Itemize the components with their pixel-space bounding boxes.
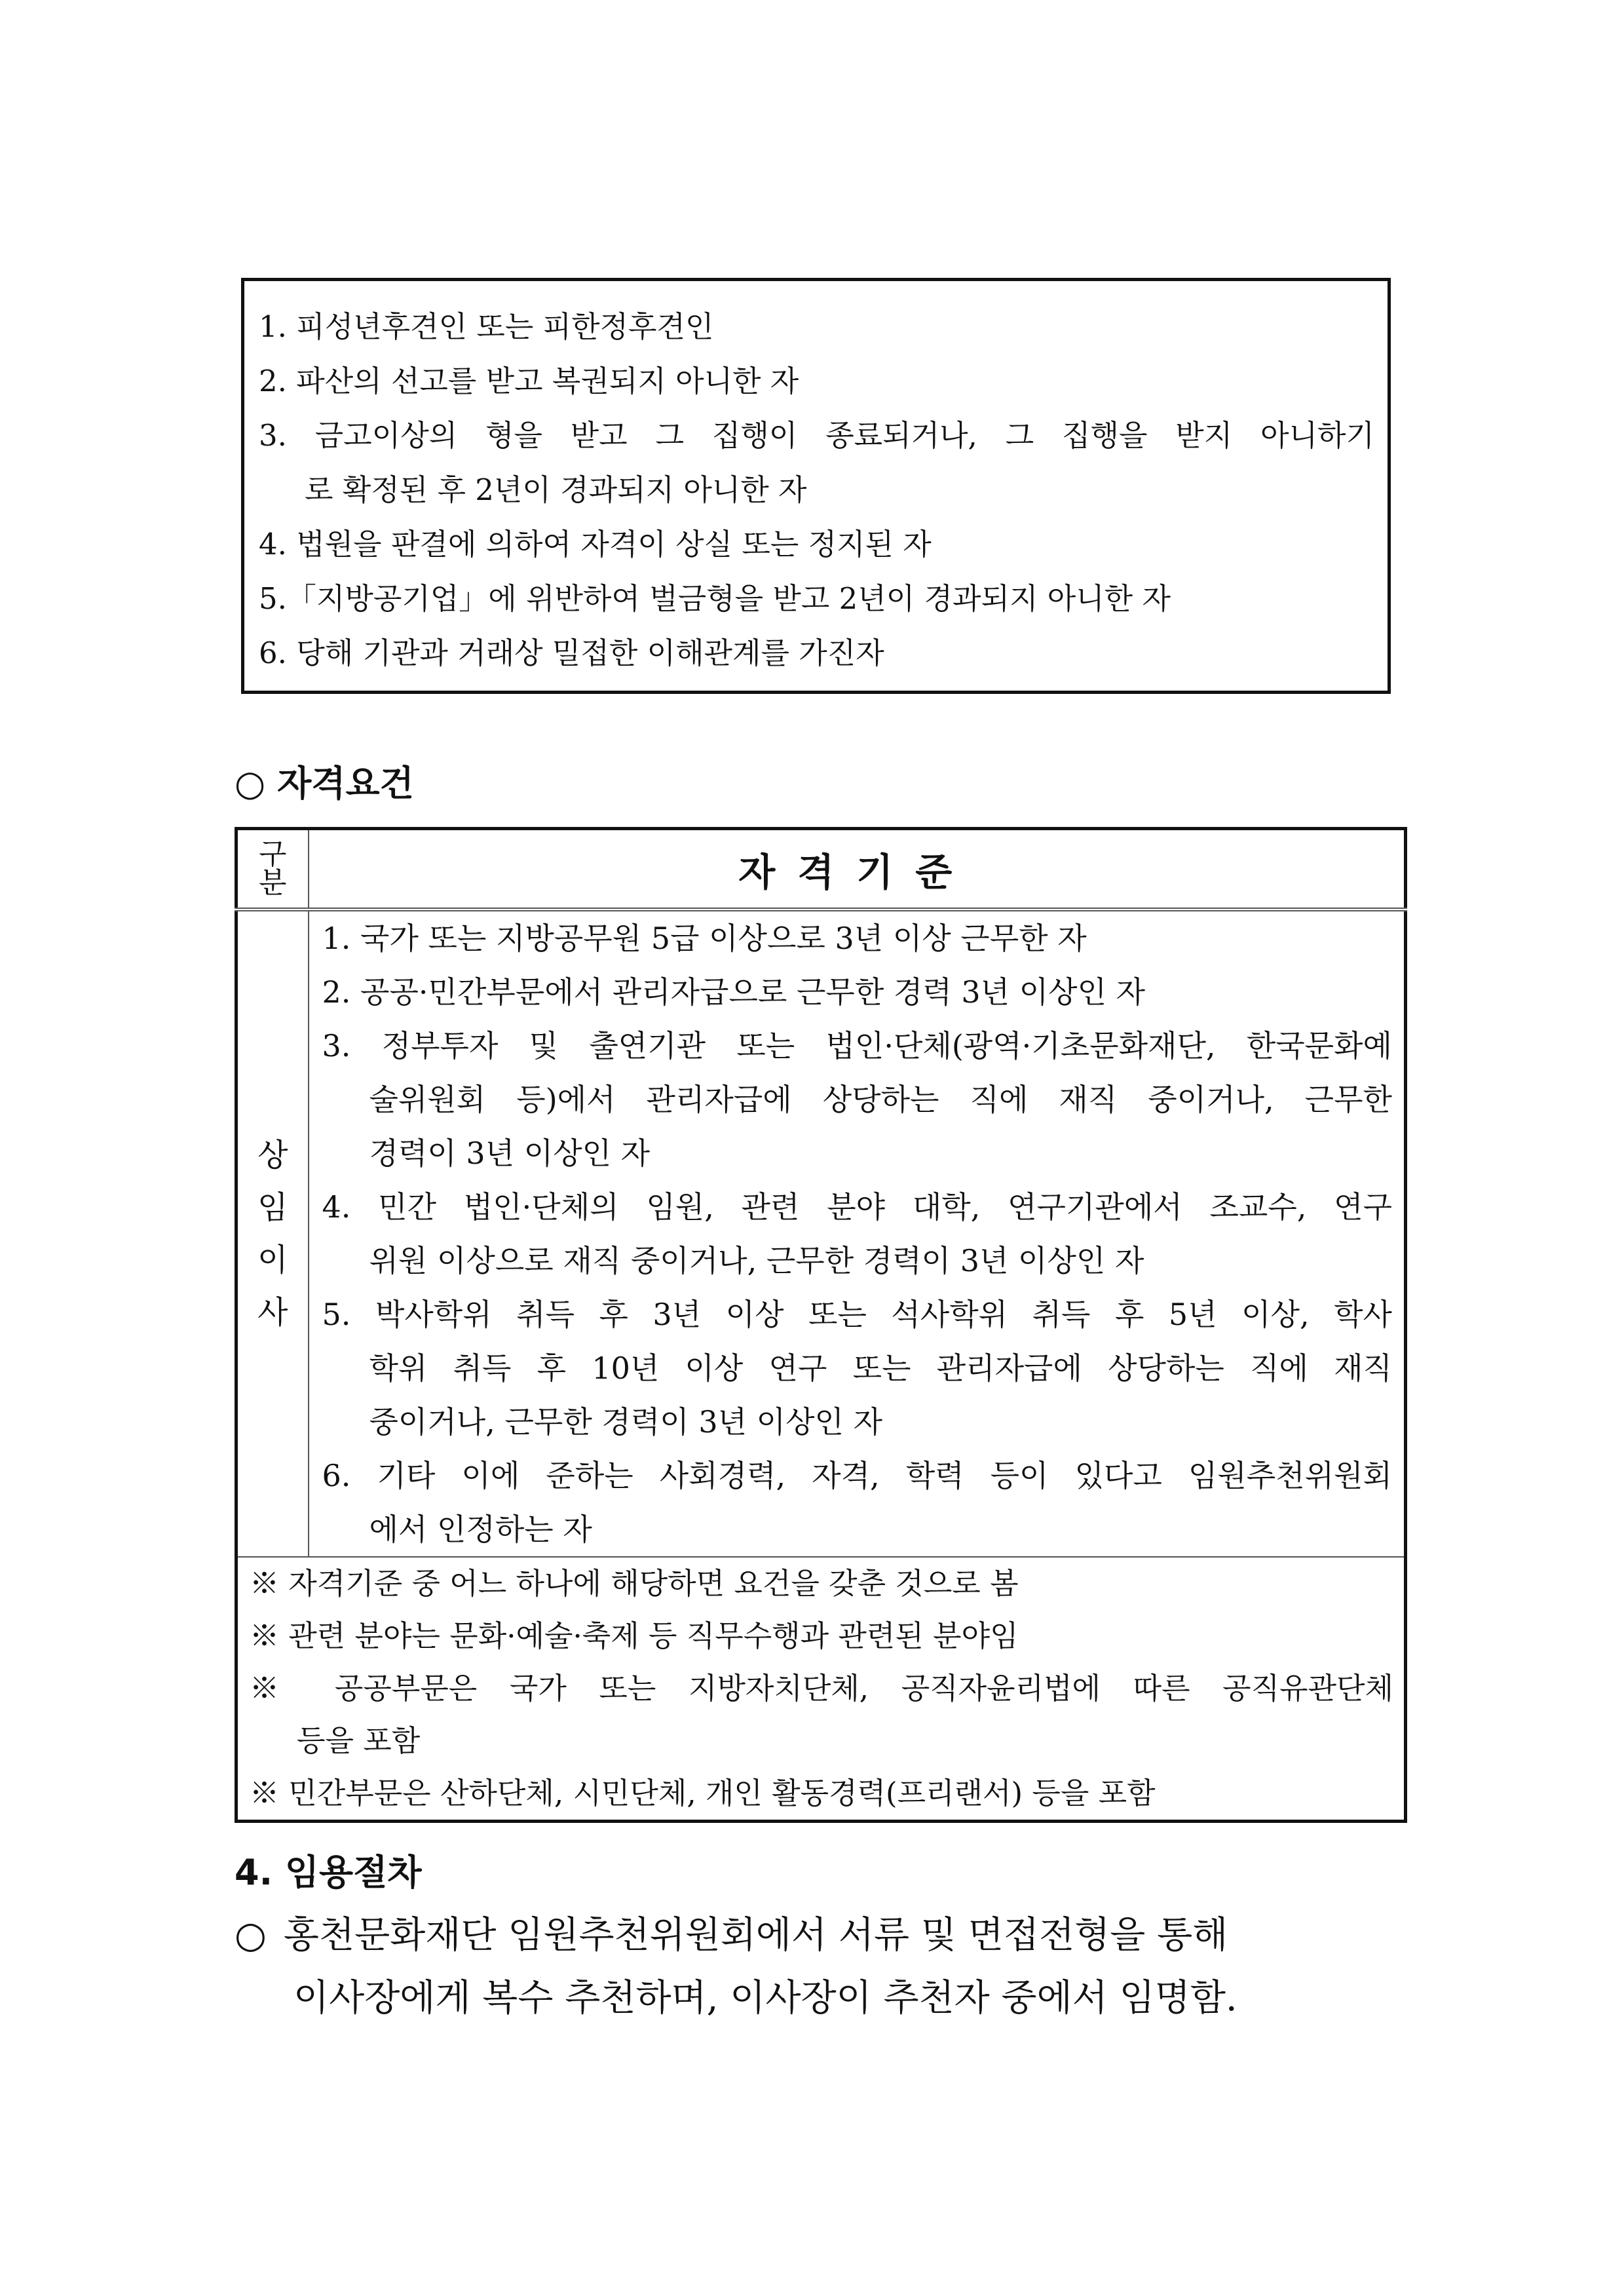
qualifications-heading bbox=[235, 757, 414, 810]
table-row bbox=[236, 909, 1406, 1557]
note-item: ※ 민간부문은 산하단체, 시민단체, 개인 활동경력(프리랜서) 등을 포함 bbox=[250, 1776, 1156, 1810]
table-header-row bbox=[236, 829, 1406, 910]
criteria-item: 2. 공공·민간부문에서 관리자급으로 근무한 경력 3년 이상인 자 bbox=[322, 974, 1146, 1010]
disqualification-item: 2. 파산의 선고를 받고 복권되지 아니한 자 bbox=[259, 364, 799, 398]
disqualification-item: 4. 법원을 판결에 의하여 자격이 상실 또는 정지된 자 bbox=[259, 527, 932, 562]
procedure-heading: 4. 임용절차 bbox=[235, 1852, 422, 1893]
criteria-item-continued: 술위원회 등)에서 관리자급에 상당하는 직에 재직 중이거나, 근무한 bbox=[369, 1082, 1392, 1117]
qualifications-title: 자격요건 bbox=[277, 763, 414, 804]
criteria-item-continued: 에서 인정하는 자 bbox=[369, 1512, 592, 1547]
disqualification-box bbox=[241, 278, 1391, 694]
circle-bullet: ○ bbox=[235, 1914, 267, 1957]
disqualification-item: 6. 당해 기관과 거래상 밀접한 이해관계를 가진자 bbox=[259, 636, 884, 670]
disqualification-item: 1. 피성년후견인 또는 피한정후견인 bbox=[259, 309, 714, 344]
criteria-item-continued: 학위 취득 후 10년 이상 연구 또는 관리자급에 상당하는 직에 재직 bbox=[369, 1350, 1392, 1386]
criteria-cell bbox=[309, 909, 1406, 1557]
qualifications-table bbox=[235, 827, 1407, 1823]
notes-row bbox=[236, 1557, 1406, 1822]
header-category: 구 분 bbox=[236, 829, 309, 910]
criteria-item: 3. 정부투자 및 출연기관 또는 법인·단체(광역·기초문화재단, 한국문화예 bbox=[322, 1028, 1392, 1063]
criteria-item: 1. 국가 또는 지방공무원 5급 이상으로 3년 이상 근무한 자 bbox=[322, 921, 1087, 956]
disqualification-item: 5.「지방공기업」에 위반하여 벌금형을 받고 2년이 경과되지 아니한 자 bbox=[259, 581, 1171, 616]
note-item-continued: 등을 포함 bbox=[297, 1723, 421, 1758]
criteria-item: 5. 박사학위 취득 후 3년 이상 또는 석사학위 취득 후 5년 이상, 학사 bbox=[322, 1297, 1392, 1332]
criteria-item: 4. 민간 법인·단체의 임원, 관련 분야 대학, 연구기관에서 조교수, 연구 bbox=[322, 1189, 1392, 1225]
procedure-line-continued: 이사장에게 복수 추천하며, 이사장이 추천자 중에서 임명함. bbox=[293, 1977, 1237, 2019]
disqualification-item: 3. 금고이상의 형을 받고 그 집행이 종료되거나, 그 집행을 받지 아니하기 bbox=[259, 418, 1374, 453]
criteria-item-continued: 경력이 3년 이상인 자 bbox=[369, 1136, 651, 1171]
notes-cell bbox=[236, 1557, 1406, 1822]
disqualification-item-continued: 로 확정된 후 2년이 경과되지 아니한 자 bbox=[305, 472, 807, 507]
note-item: ※ 공공부문은 국가 또는 지방자치단체, 공직자윤리법에 따른 공직유관단체 bbox=[250, 1671, 1393, 1706]
procedure-paragraph bbox=[235, 1904, 1407, 2030]
circle-bullet: ○ bbox=[235, 763, 266, 804]
header-title: 자격기준 bbox=[309, 829, 1406, 910]
note-item: ※ 자격기준 중 어느 하나에 해당하면 요건을 갖춘 것으로 봄 bbox=[250, 1566, 1019, 1601]
criteria-item-continued: 중이거나, 근무한 경력이 3년 이상인 자 bbox=[369, 1404, 883, 1440]
note-item: ※ 관련 분야는 문화·예술·축제 등 직무수행과 관련된 분야임 bbox=[250, 1618, 1019, 1653]
procedure-line: ○ 홍천문화재단 임원추천위원회에서 서류 및 면접전형을 통해 bbox=[235, 1914, 1228, 1957]
category-cell: 상 임 이 사 bbox=[236, 909, 309, 1557]
criteria-item-continued: 위원 이상으로 재직 중이거나, 근무한 경력이 3년 이상인 자 bbox=[369, 1243, 1144, 1278]
criteria-item: 6. 기타 이에 준하는 사회경력, 자격, 학력 등이 있다고 임원추천위원회 bbox=[322, 1458, 1392, 1493]
